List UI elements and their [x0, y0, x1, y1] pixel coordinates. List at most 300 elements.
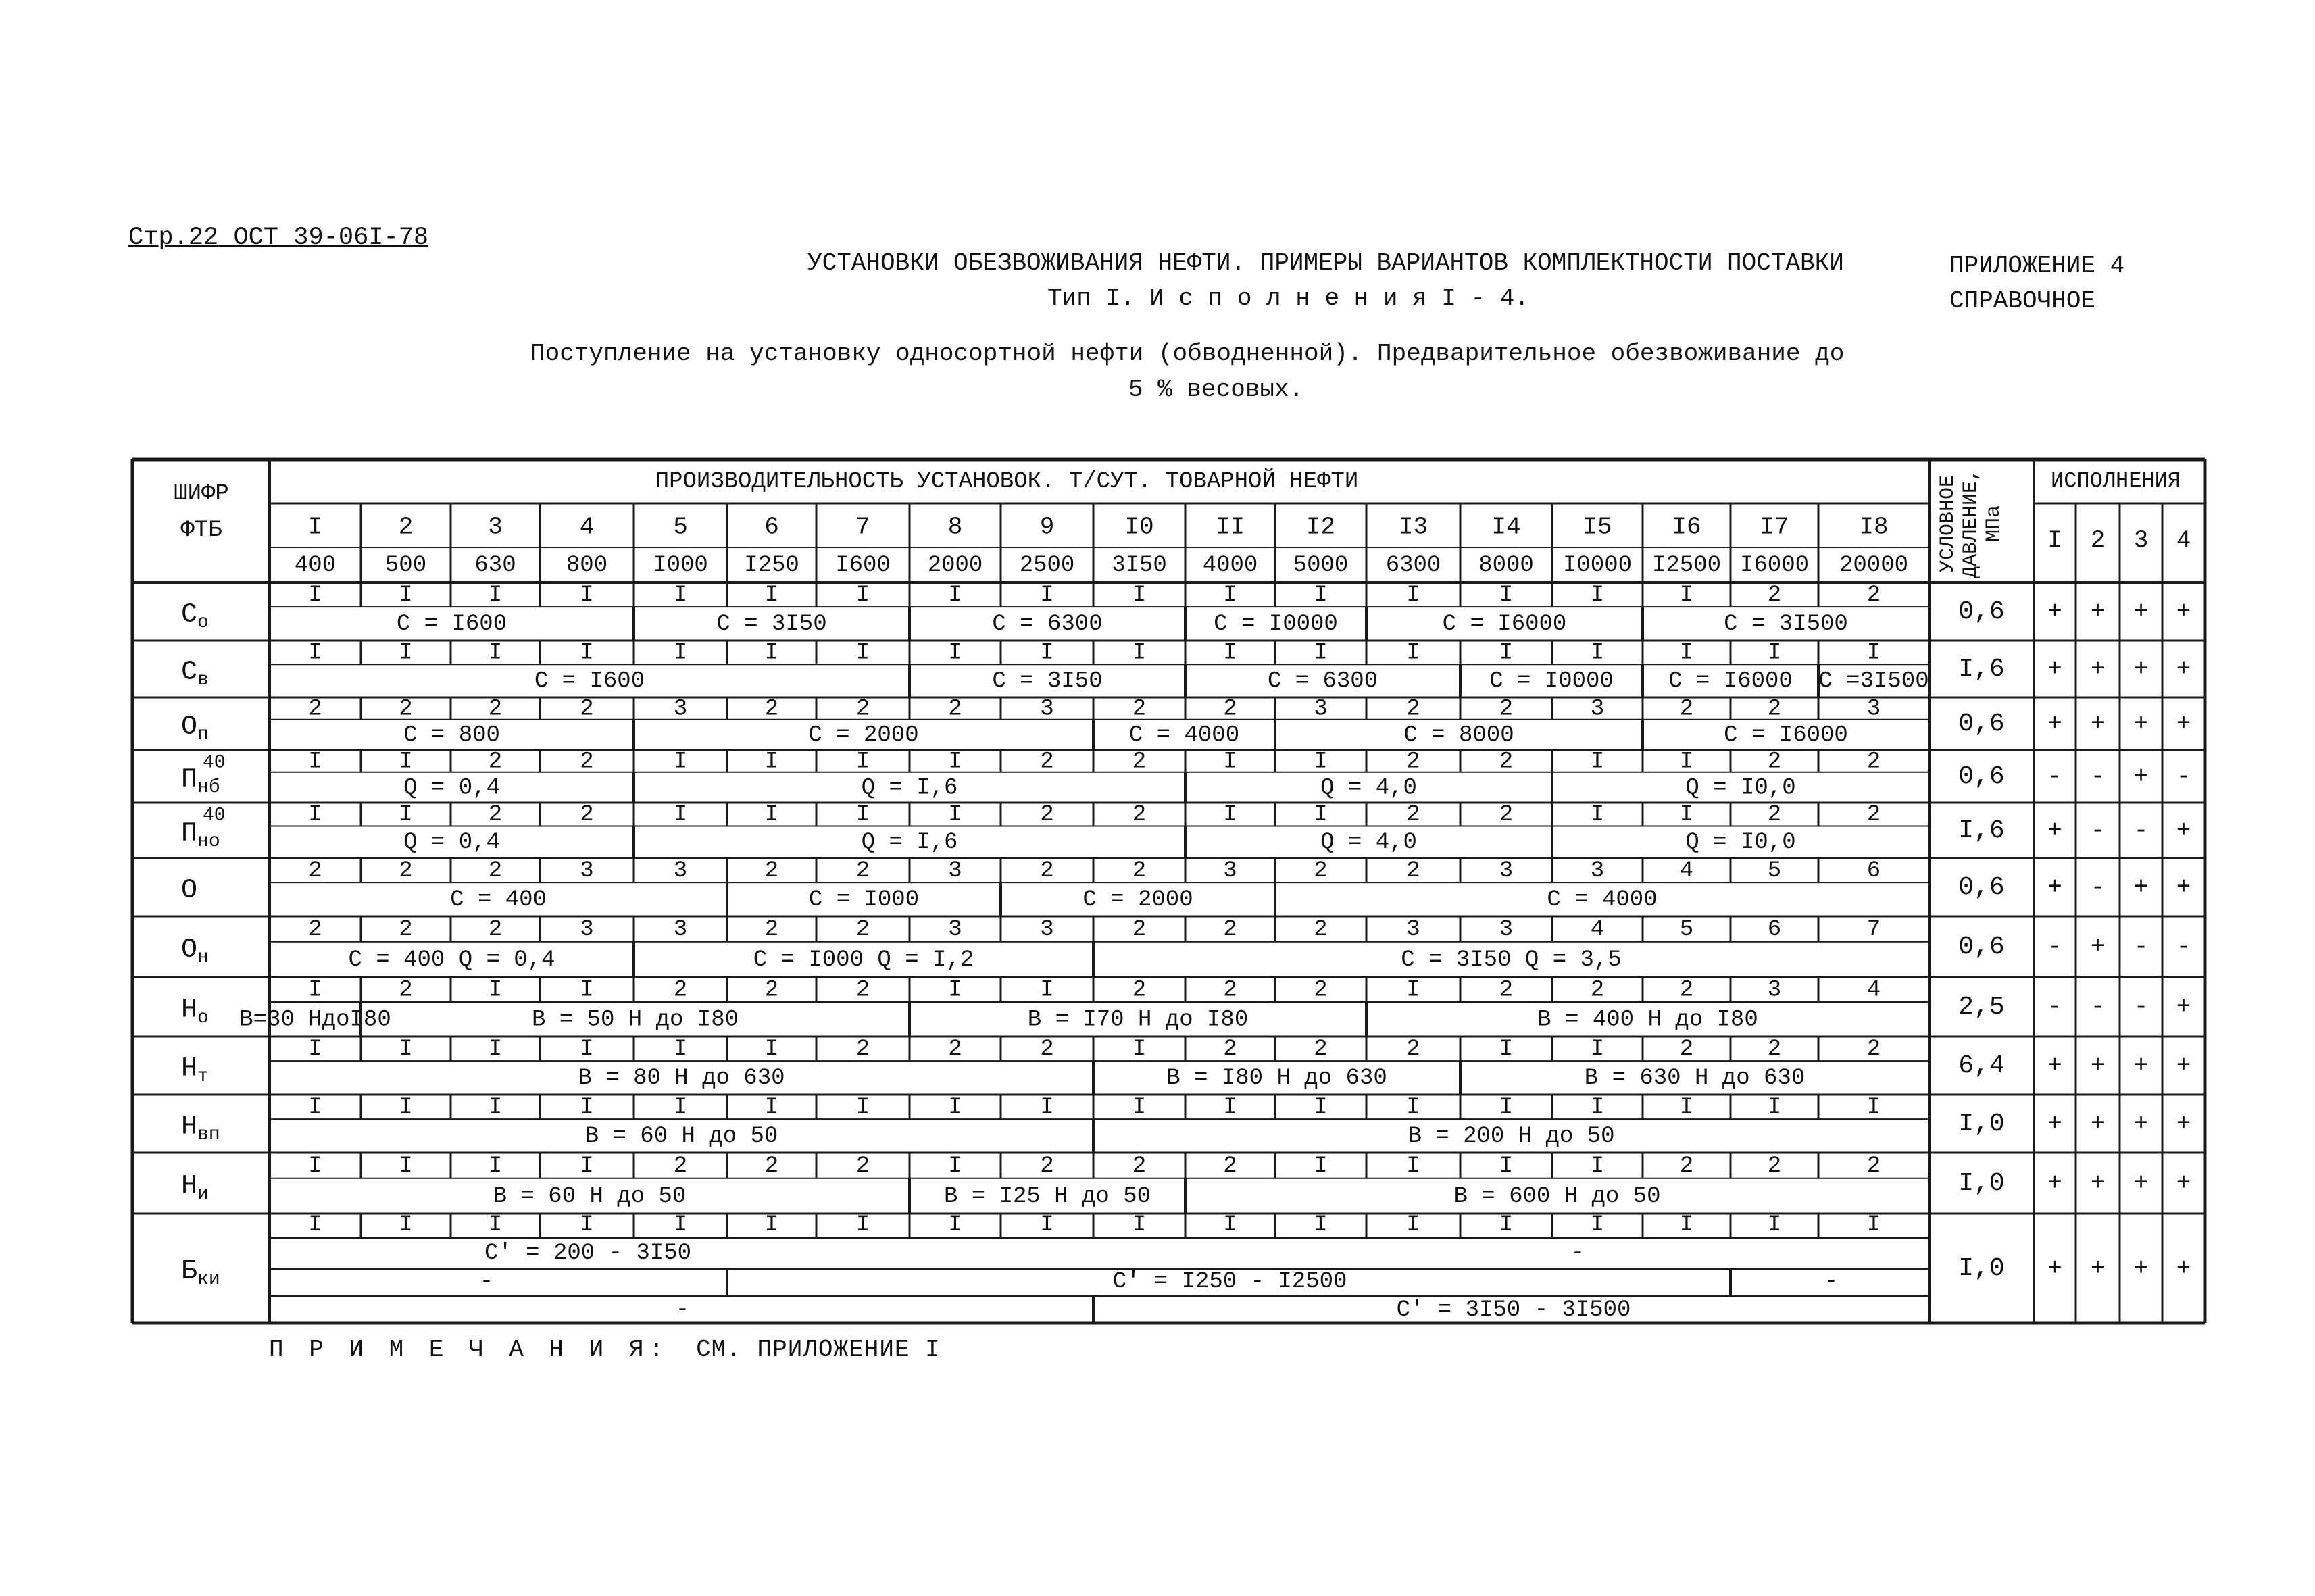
- unit-count: 2: [1866, 749, 1881, 775]
- row-code: $С_о$: [181, 599, 209, 634]
- param-label: С = I6000: [1724, 722, 1848, 749]
- unit-count: 3: [1590, 858, 1605, 884]
- unit-count: I: [1314, 802, 1328, 828]
- unit-count: 2: [1767, 582, 1782, 609]
- unit-count: I: [1132, 1037, 1147, 1063]
- row-code-subscript: н: [197, 947, 209, 969]
- unit-count: I: [1679, 1095, 1694, 1121]
- column-number: 4: [579, 513, 595, 541]
- unit-count: I: [580, 1095, 594, 1121]
- unit-count: I: [673, 1095, 688, 1121]
- row-code: $Б_{ки}$: [181, 1256, 220, 1291]
- param-label: Q = 4,0: [1320, 830, 1417, 856]
- unit-count: 2: [673, 977, 688, 1003]
- unit-count: 3: [673, 916, 688, 943]
- page-label: Стр.22: [128, 224, 219, 252]
- unit-count: I: [580, 1212, 594, 1238]
- version-mark: +: [2090, 1169, 2106, 1197]
- unit-count: I: [580, 640, 594, 666]
- version-mark: -: [2133, 816, 2149, 845]
- unit-count: 2: [1223, 1037, 1237, 1063]
- capacity-value: 5000: [1293, 552, 1349, 578]
- unit-count: 2: [1406, 1037, 1420, 1063]
- param-label: С = 2000: [808, 722, 919, 749]
- unit-count: I: [1866, 1095, 1881, 1121]
- param-label: В = 400 Н до I80: [1537, 1007, 1758, 1033]
- capacity-value: I0000: [1562, 552, 1633, 578]
- param-label: В = 60 Н до 50: [493, 1183, 687, 1210]
- unit-count: 2: [1866, 582, 1881, 609]
- unit-count: 2: [488, 916, 503, 943]
- row-code-subscript: вп: [197, 1124, 220, 1146]
- version-mark: +: [2133, 709, 2149, 738]
- unit-count: I: [1866, 640, 1881, 666]
- unit-count: I: [308, 1095, 322, 1121]
- version-number: 4: [2176, 526, 2191, 555]
- column-number: I6: [1672, 513, 1701, 541]
- param-label: Q = 4,0: [1320, 775, 1417, 801]
- unit-count: 2: [1132, 858, 1147, 884]
- version-mark: +: [2090, 932, 2106, 961]
- unit-count: I: [764, 802, 779, 828]
- param-label: С = I600: [396, 612, 507, 638]
- unit-count: 2: [1132, 916, 1147, 943]
- unit-count: 5: [1679, 916, 1694, 943]
- version-mark: +: [2133, 1169, 2149, 1197]
- param-label: В=30 НдоI80: [239, 1007, 391, 1033]
- param-label: В = I80 Н до 630: [1166, 1066, 1387, 1092]
- version-mark: +: [2090, 709, 2106, 738]
- unit-count: I: [1499, 1095, 1514, 1121]
- unit-count: 2: [1223, 916, 1237, 943]
- unit-count: 2: [1040, 749, 1054, 775]
- param-label: -: [1824, 1268, 1839, 1295]
- unit-count: 2: [1040, 858, 1054, 884]
- unit-count: I: [399, 749, 413, 775]
- unit-count: 2: [1040, 802, 1054, 828]
- unit-count: 2: [1866, 1037, 1881, 1063]
- unit-count: 3: [673, 858, 688, 884]
- unit-count: 2: [1314, 916, 1328, 943]
- unit-count: 3: [1040, 696, 1054, 722]
- column-number: I7: [1760, 513, 1789, 541]
- unit-count: 3: [1767, 977, 1782, 1003]
- row-code: $Н_о$: [181, 995, 209, 1029]
- unit-count: I: [673, 1212, 688, 1238]
- version-mark: -: [2176, 932, 2191, 961]
- unit-count: I: [399, 1153, 413, 1179]
- unit-count: I: [1223, 1212, 1237, 1238]
- row-code: $Н_т$: [181, 1053, 209, 1088]
- param-label: Q = 0,4: [403, 775, 500, 801]
- unit-count: I: [488, 1212, 503, 1238]
- version-mark: -: [2176, 762, 2191, 791]
- param-label: С = 6300: [992, 612, 1103, 638]
- param-label: С = 3I50 Q = 3,5: [1401, 947, 1622, 973]
- unit-count: I: [580, 1153, 594, 1179]
- version-mark: +: [2047, 1169, 2062, 1197]
- column-number: 3: [488, 513, 503, 541]
- param-label: С = I6000: [1668, 668, 1793, 695]
- pressure-value: 0,6: [1958, 762, 2005, 792]
- row-code: $П_{нб}$: [181, 764, 220, 799]
- version-mark: +: [2176, 597, 2191, 626]
- unit-count: I: [948, 1212, 962, 1238]
- unit-count: 2: [1040, 1037, 1054, 1063]
- unit-count: I: [1590, 1037, 1605, 1063]
- unit-count: 2: [764, 1153, 779, 1179]
- unit-count: I: [1314, 640, 1328, 666]
- unit-count: I: [855, 1095, 870, 1121]
- row-code: $Н_{вп}$: [181, 1112, 220, 1146]
- capacity-value: I250: [744, 552, 799, 578]
- unit-count: I: [580, 1037, 594, 1063]
- unit-count: 2: [488, 858, 503, 884]
- unit-count: I: [1499, 1153, 1514, 1179]
- param-label: С = I6000: [1442, 612, 1567, 638]
- capacity-value: 3I50: [1112, 552, 1167, 578]
- param-label: С = 400: [450, 887, 547, 914]
- version-mark: +: [2176, 993, 2191, 1021]
- unit-count: 2: [764, 696, 779, 722]
- unit-count: I: [1590, 582, 1605, 609]
- unit-count: 2: [764, 858, 779, 884]
- capacity-value: I2500: [1651, 552, 1722, 578]
- unit-count: I: [948, 977, 962, 1003]
- version-mark: +: [2133, 597, 2149, 626]
- unit-count: I: [855, 802, 870, 828]
- unit-count: I: [399, 1037, 413, 1063]
- row-code: $О_н$: [181, 934, 209, 969]
- version-number: 2: [2090, 526, 2106, 555]
- unit-count: 3: [1040, 916, 1054, 943]
- version-mark: -: [2090, 873, 2106, 901]
- param-label: С = I0000: [1489, 668, 1614, 695]
- unit-count: I: [1590, 640, 1605, 666]
- column-number: I0: [1124, 513, 1154, 541]
- unit-count: 2: [1767, 1153, 1782, 1179]
- unit-count: 2: [1132, 1153, 1147, 1179]
- unit-count: 3: [1223, 858, 1237, 884]
- version-mark: +: [2133, 1109, 2149, 1138]
- capacity-value: 630: [474, 552, 516, 578]
- capacity-value: I000: [653, 552, 708, 578]
- version-mark: +: [2047, 1051, 2062, 1080]
- unit-count: 2: [1132, 696, 1147, 722]
- version-mark: +: [2176, 655, 2191, 683]
- document-subtitle: Тип I. И с п о л н е н и я I - 4.: [1047, 284, 1529, 312]
- unit-count: I: [855, 749, 870, 775]
- capacity-header: ПРОИЗВОДИТЕЛЬНОСТЬ УСТАНОВОК. Т/СУТ. ТОВАРНОЙ НЕФТИ: [655, 468, 1359, 495]
- param-label: С = I000: [808, 887, 920, 914]
- unit-count: I: [1679, 582, 1694, 609]
- param-label: Q = I,6: [861, 830, 958, 856]
- unit-count: 3: [1499, 858, 1514, 884]
- unit-count: 3: [1866, 696, 1881, 722]
- unit-count: I: [399, 802, 413, 828]
- unit-count: I: [488, 977, 503, 1003]
- row-code: $П_{но}$: [181, 818, 220, 853]
- unit-count: I: [1590, 1095, 1605, 1121]
- unit-count: I: [1406, 640, 1420, 666]
- unit-count: 2: [1866, 802, 1881, 828]
- unit-count: I: [1767, 1212, 1782, 1238]
- unit-count: 2: [1132, 802, 1147, 828]
- unit-count: 2: [580, 802, 594, 828]
- unit-count: 2: [855, 858, 870, 884]
- unit-count: I: [1499, 1037, 1514, 1063]
- unit-count: 2: [855, 1153, 870, 1179]
- unit-count: 2: [855, 1037, 870, 1063]
- unit-count: I: [1406, 1153, 1420, 1179]
- row-code: О: [181, 875, 198, 906]
- column-number: I8: [1859, 513, 1889, 541]
- unit-count: 2: [1132, 977, 1147, 1003]
- param-label: В = 60 Н до 50: [584, 1124, 778, 1150]
- unit-count: I: [308, 977, 322, 1003]
- version-mark: -: [2047, 932, 2062, 961]
- unit-count: 2: [1132, 749, 1147, 775]
- pressure-value: 2,5: [1958, 993, 2005, 1022]
- notes: [269, 1335, 941, 1365]
- unit-count: 2: [855, 696, 870, 722]
- unit-count: I: [488, 1095, 503, 1121]
- param-label: Q = 0,4: [403, 830, 500, 856]
- unit-count: I: [1040, 977, 1054, 1003]
- param-label: В = 200 Н до 50: [1408, 1124, 1615, 1150]
- unit-count: I: [1314, 1095, 1328, 1121]
- unit-count: 2: [488, 696, 503, 722]
- param-label: С = 2000: [1082, 887, 1193, 914]
- capacity-value: 2000: [927, 552, 983, 578]
- pressure-value: 0,6: [1958, 597, 2005, 627]
- param-label: С = 800: [403, 722, 500, 749]
- unit-count: I: [1223, 749, 1237, 775]
- version-mark: +: [2047, 709, 2062, 738]
- unit-count: 3: [580, 858, 594, 884]
- unit-count: I: [1590, 802, 1605, 828]
- capacity-value: 6300: [1385, 552, 1441, 578]
- unit-count: 2: [580, 696, 594, 722]
- unit-count: 2: [1590, 977, 1605, 1003]
- unit-count: 2: [1866, 1153, 1881, 1179]
- param-label: С = 4000: [1128, 722, 1240, 749]
- version-mark: -: [2047, 993, 2062, 1021]
- capacity-value: 2500: [1019, 552, 1075, 578]
- unit-count: I: [673, 1037, 688, 1063]
- column-number: II: [1215, 513, 1245, 541]
- unit-count: I: [673, 582, 688, 609]
- version-mark: +: [2176, 1254, 2191, 1282]
- param-label: -: [1570, 1240, 1585, 1266]
- column-number: I2: [1305, 513, 1336, 541]
- version-mark: +: [2047, 1109, 2062, 1138]
- param-label: Q = I0,0: [1685, 830, 1796, 856]
- unit-count: 2: [1679, 977, 1694, 1003]
- unit-count: I: [1679, 802, 1694, 828]
- column-number: I4: [1491, 513, 1521, 541]
- row-code-subscript: ки: [197, 1269, 220, 1291]
- unit-count: I: [1499, 582, 1514, 609]
- pressure-header: ДАВЛЕНИЕ,: [1959, 468, 1983, 579]
- unit-count: 3: [1590, 696, 1605, 722]
- unit-count: 6: [1767, 916, 1782, 943]
- version-mark: +: [2133, 655, 2149, 683]
- version-mark: +: [2047, 597, 2062, 626]
- capacity-value: 500: [384, 552, 427, 578]
- param-label: С =3I500: [1818, 668, 1929, 695]
- document-title: УСТАНОВКИ ОБЕЗВОЖИВАНИЯ НЕФТИ. ПРИМЕРЫ ВАРИАНТОВ КОМПЛЕКТНОСТИ ПОСТАВКИ: [807, 249, 1844, 277]
- unit-count: 2: [1767, 1037, 1782, 1063]
- version-mark: +: [2176, 873, 2191, 901]
- param-label: Q = I0,0: [1685, 775, 1796, 801]
- unit-count: 3: [1499, 916, 1514, 943]
- version-mark: -: [2133, 993, 2149, 1021]
- unit-count: I: [1499, 1212, 1514, 1238]
- unit-count: 7: [1866, 916, 1881, 943]
- unit-count: 2: [1040, 1153, 1054, 1179]
- capacity-value: 800: [566, 552, 608, 578]
- param-label: С' = I250 - I2500: [1112, 1268, 1347, 1295]
- row-code-subscript: нб: [197, 777, 220, 799]
- row-code-subscript: т: [197, 1066, 209, 1088]
- unit-count: 2: [580, 749, 594, 775]
- unit-count: I: [308, 1212, 322, 1238]
- unit-count: 2: [308, 858, 322, 884]
- code-header: ШИФР: [174, 480, 229, 507]
- param-label: В = I25 Н до 50: [943, 1183, 1151, 1210]
- unit-count: 2: [1223, 977, 1237, 1003]
- column-number: 7: [855, 513, 870, 541]
- unit-count: 2: [488, 749, 503, 775]
- notes-text: СМ. ПРИЛОЖЕНИЕ I: [696, 1336, 941, 1364]
- row-code-superscript: 40: [203, 752, 226, 774]
- unit-count: I: [1679, 749, 1694, 775]
- unit-count: I: [1223, 582, 1237, 609]
- unit-count: 2: [488, 802, 503, 828]
- capacity-value: 400: [294, 552, 337, 578]
- unit-count: I: [764, 582, 779, 609]
- unit-count: 2: [1499, 749, 1514, 775]
- unit-count: 2: [764, 977, 779, 1003]
- param-label: В = I70 Н до I80: [1027, 1007, 1249, 1033]
- unit-count: 6: [1866, 858, 1881, 884]
- unit-count: I: [948, 1095, 962, 1121]
- pressure-value: 0,6: [1958, 873, 2005, 903]
- unit-count: 2: [1406, 858, 1420, 884]
- unit-count: I: [855, 582, 870, 609]
- unit-count: I: [308, 749, 322, 775]
- capacity-value: 4000: [1202, 552, 1258, 578]
- pressure-value: I,6: [1958, 816, 2005, 846]
- version-mark: +: [2176, 1169, 2191, 1197]
- column-number: 6: [764, 513, 779, 541]
- unit-count: I: [1223, 1095, 1237, 1121]
- column-number: I3: [1398, 513, 1428, 541]
- unit-count: 3: [948, 916, 962, 943]
- version-mark: +: [2090, 1109, 2106, 1138]
- unit-count: I: [1590, 1212, 1605, 1238]
- unit-count: 2: [1314, 977, 1328, 1003]
- capacity-value: I600: [835, 552, 891, 578]
- pressure-header: МПа: [1982, 505, 2006, 543]
- row-code: $Н_и$: [181, 1171, 209, 1205]
- version-mark: +: [2176, 1051, 2191, 1080]
- unit-count: I: [308, 802, 322, 828]
- unit-count: I: [764, 1212, 779, 1238]
- param-label: В = 630 Н до 630: [1584, 1066, 1806, 1092]
- unit-count: 4: [1679, 858, 1694, 884]
- unit-count: 2: [1767, 696, 1782, 722]
- unit-count: 2: [1767, 749, 1782, 775]
- unit-count: 2: [308, 916, 322, 943]
- unit-count: I: [948, 1153, 962, 1179]
- intro-line-1: Поступление на установку односортной нефти (обводненной). Предварительное обезвоживание до: [530, 340, 1845, 368]
- unit-count: I: [948, 749, 962, 775]
- unit-count: I: [308, 1153, 322, 1179]
- row-code-subscript: п: [197, 724, 209, 746]
- unit-count: I: [764, 1037, 779, 1063]
- unit-count: I: [948, 802, 962, 828]
- unit-count: I: [855, 640, 870, 666]
- unit-count: I: [1132, 640, 1147, 666]
- unit-count: 3: [1406, 916, 1420, 943]
- unit-count: 2: [855, 916, 870, 943]
- unit-count: I: [1314, 749, 1328, 775]
- unit-count: I: [1223, 640, 1237, 666]
- code-header: ФТБ: [180, 517, 222, 543]
- unit-count: 2: [1223, 1153, 1237, 1179]
- unit-count: I: [948, 640, 962, 666]
- version-mark: +: [2090, 597, 2106, 626]
- row-code-superscript: 40: [203, 805, 226, 826]
- unit-count: 2: [948, 1037, 962, 1063]
- version-mark: -: [2090, 993, 2106, 1021]
- version-mark: -: [2047, 762, 2062, 791]
- unit-count: I: [1040, 582, 1054, 609]
- row-code-subscript: о: [197, 1007, 209, 1029]
- unit-count: I: [488, 1153, 503, 1179]
- column-number: I5: [1583, 513, 1612, 541]
- unit-count: I: [1314, 582, 1328, 609]
- unit-count: 2: [948, 696, 962, 722]
- param-label: Q = I,6: [861, 775, 958, 801]
- unit-count: 3: [673, 696, 688, 722]
- unit-count: 2: [1767, 802, 1782, 828]
- unit-count: I: [1040, 1095, 1054, 1121]
- unit-count: I: [308, 582, 322, 609]
- unit-count: I: [1590, 749, 1605, 775]
- unit-count: I: [1132, 1095, 1147, 1121]
- unit-count: 2: [1499, 696, 1514, 722]
- unit-count: I: [488, 640, 503, 666]
- version-mark: +: [2176, 816, 2191, 845]
- column-number: 2: [398, 513, 414, 541]
- pressure-value: 0,6: [1958, 932, 2005, 962]
- version-mark: +: [2133, 1051, 2149, 1080]
- unit-count: 4: [1590, 916, 1605, 943]
- version-mark: +: [2047, 816, 2062, 845]
- param-label: В = 80 Н до 630: [578, 1066, 785, 1092]
- unit-count: I: [1040, 1212, 1054, 1238]
- version-mark: +: [2133, 762, 2149, 791]
- unit-count: 2: [308, 696, 322, 722]
- unit-count: I: [1314, 1153, 1328, 1179]
- unit-count: I: [764, 1095, 779, 1121]
- param-label: В = 600 Н до 50: [1453, 1183, 1661, 1210]
- version-mark: +: [2090, 1254, 2106, 1282]
- pressure-header: УСЛОВНОЕ: [1936, 474, 1960, 573]
